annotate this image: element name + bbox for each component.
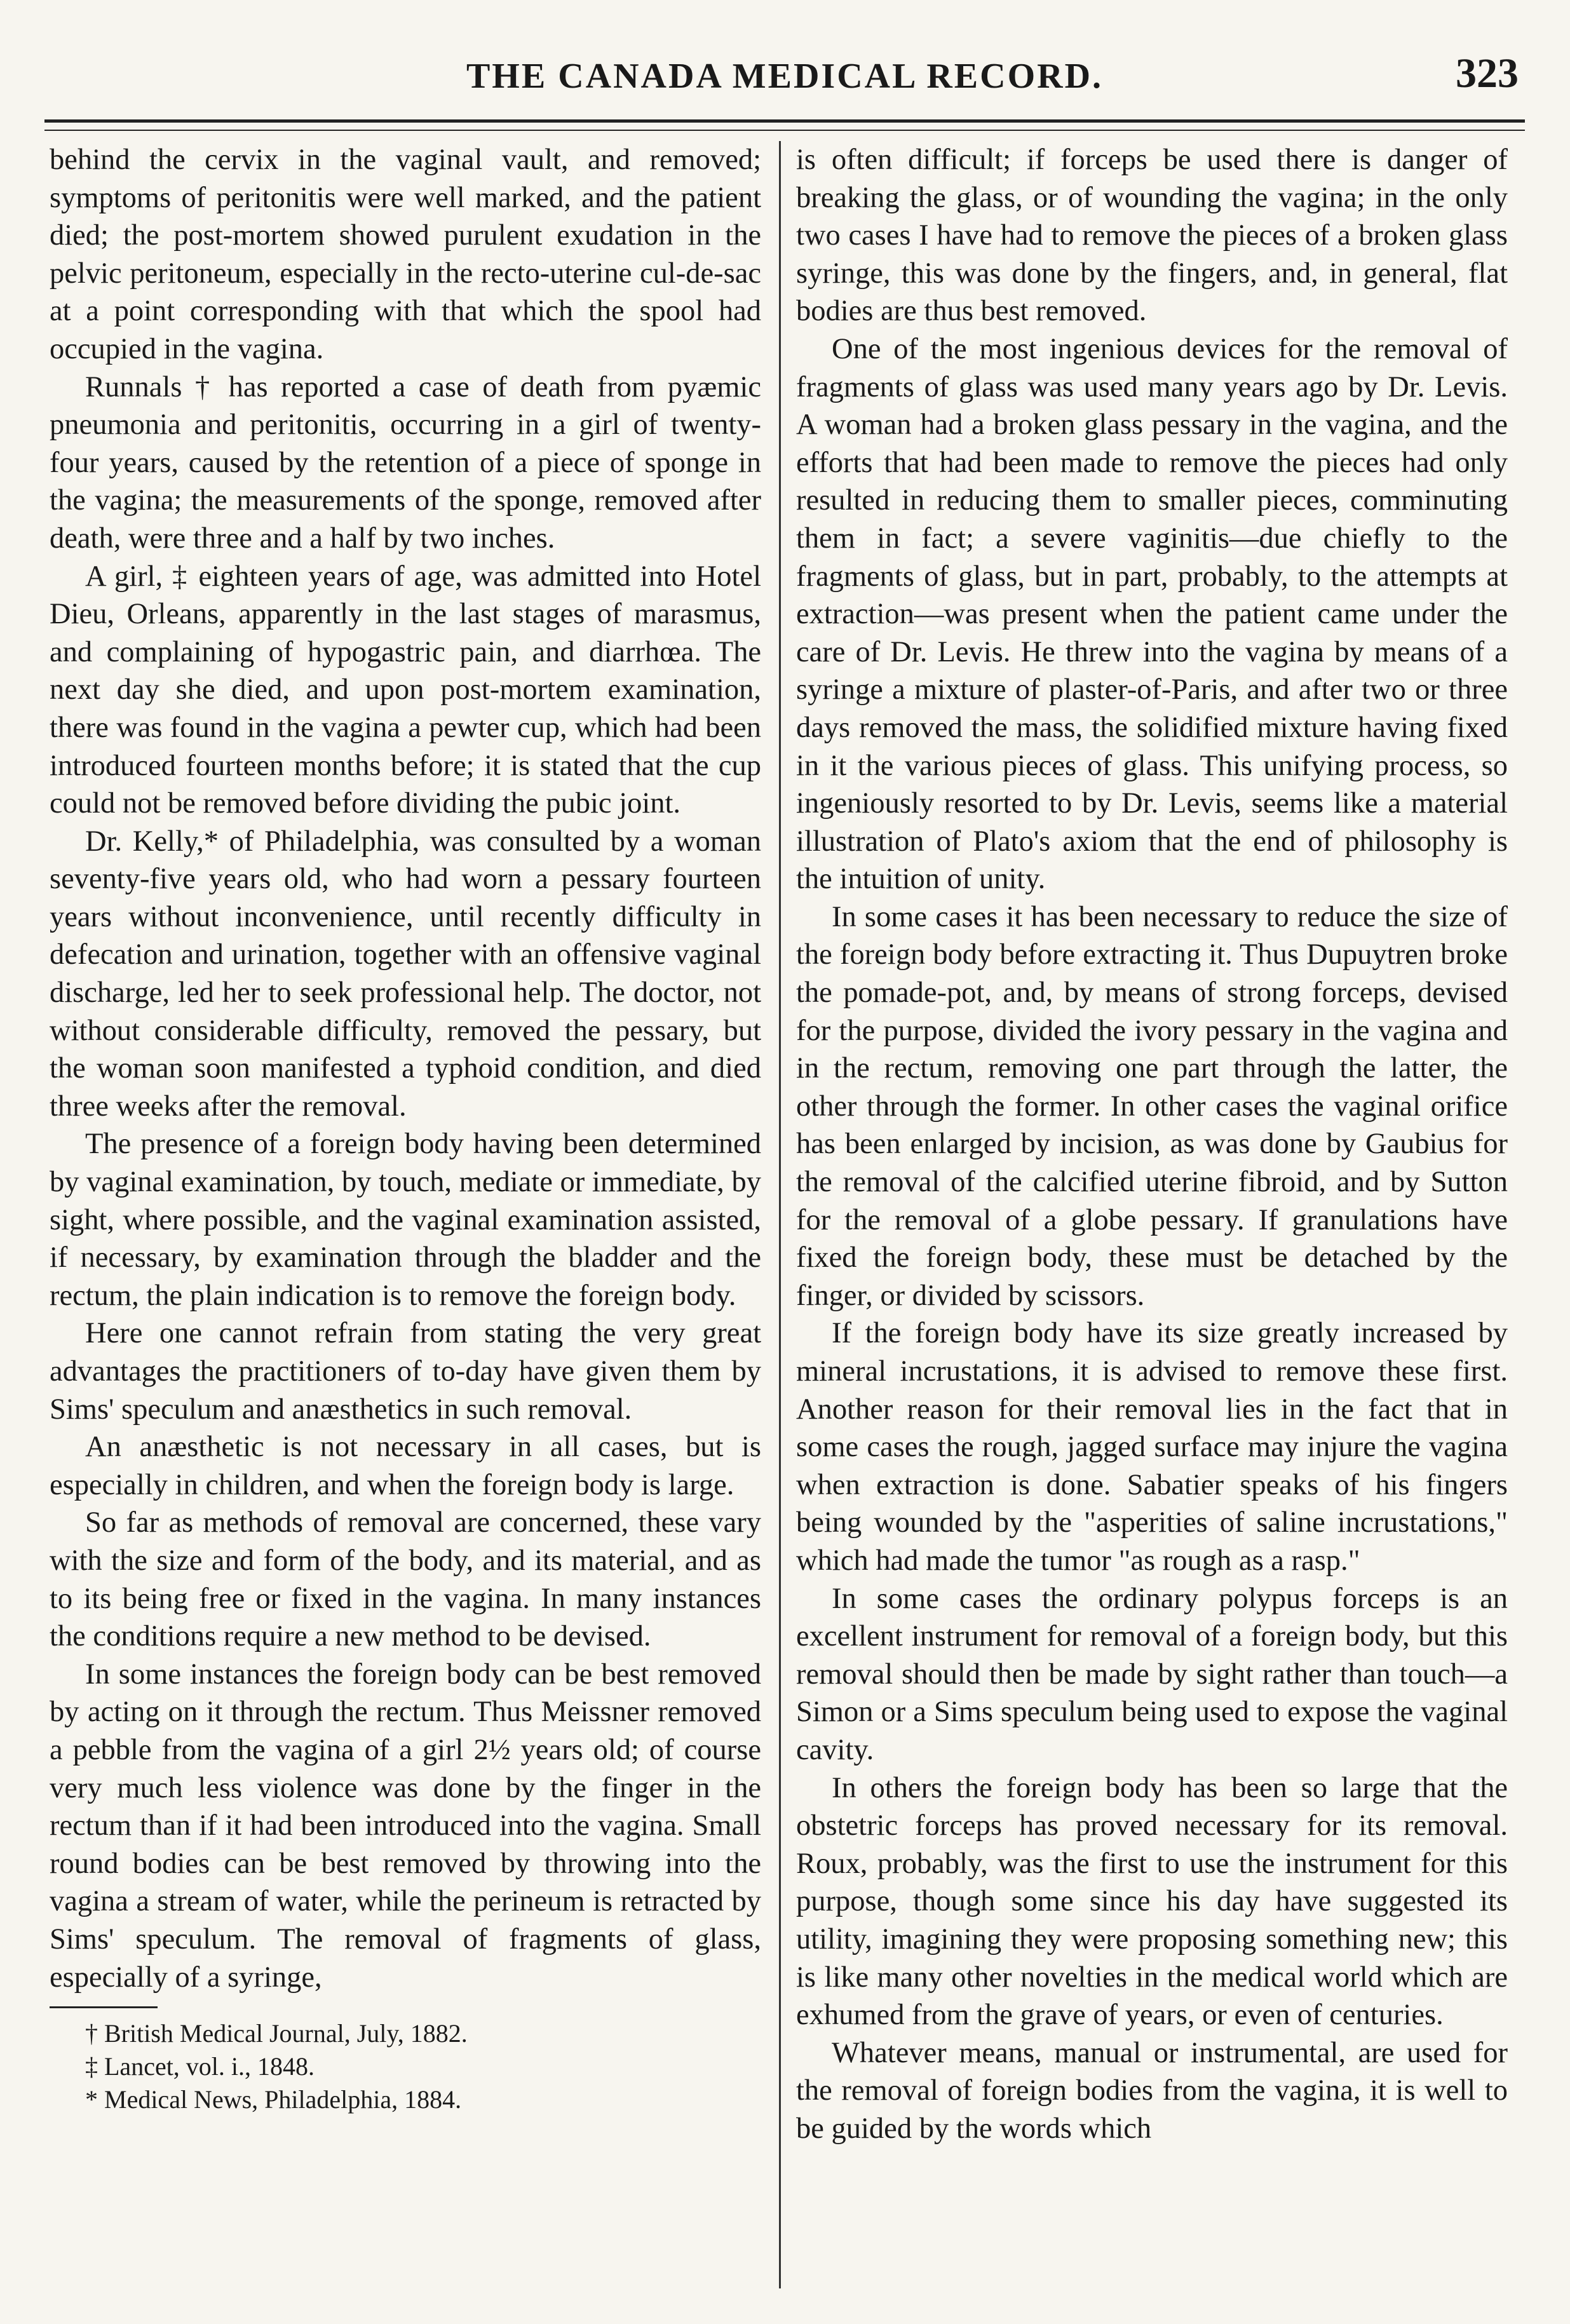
paragraph: is often difficult; if forceps be used there is danger of breaking the glass, or of wounding the vagina; in the only two cases I have had to remove the pieces of a broken glass syringe, this was done by the fingers, and, in general, flat bodies are thus best removed.	[796, 144, 1508, 328]
paragraph: Dr. Kelly,* of Philadelphia, was consulted by a woman seventy-five years old, who had worn a pessary fourteen years without inconvenience, until recently difficulty in defecation and urination, together with an offensive vaginal discharge, led her to seek professional help. The doctor, not without considerable difficulty, removed the pessary, but the woman soon manifested a typhoid condition, and died three weeks after the removal.	[50, 825, 761, 1123]
footnotes	[50, 2017, 761, 2116]
paragraph: Whatever means, manual or instrumental, are used for the removal of foreign bodies from the vagina, it is well to be guided by the words which	[796, 2036, 1508, 2145]
column-divider	[779, 141, 781, 2288]
header-rule-thin	[44, 130, 1525, 131]
page-header	[44, 38, 1525, 108]
paragraph: In others the foreign body has been so large that the obstetric forceps has proved necessary for its removal. Roux, probably, was the first to use the instrument for this purpose, though some since his day have suggested its utility, imagining they were proposing something new; this is like many other novelties in the medical world which are exhumed from the grave of years, or even of centuries.	[796, 1771, 1508, 2032]
header-rule	[44, 119, 1525, 123]
page-number: 323	[1456, 50, 1519, 97]
footnote: * Medical News, Philadelphia, 1884.	[85, 2085, 462, 2114]
paragraph: A girl, ‡ eighteen years of age, was admitted into Hotel Dieu, Orleans, apparently in the last stages of marasmus, and complaining of hypogastric pain, and diarrhœa. The next day she died, and upon post-mortem examination, there was found in the vagina a pewter cup, which had been introduced fourteen months before; it is stated that the cup could not be removed before dividing the pubic joint.	[50, 560, 761, 820]
paragraph: In some cases it has been necessary to reduce the size of the foreign body before extracting it. Thus Dupuytren broke the pomade-pot, and, by means of strong forceps, devised for the purpose, divided the ivory pessary in the vagina and in the rectum, removing one part through the latter, the other through the former. In other cases the vaginal orifice has been enlarged by incision, as was done by Gaubius for the removal of the calcified uterine fibroid, and by Sutton for the removal of a globe pessary. If granulations have fixed the foreign body, these must be detached by the finger, or divided by scissors.	[796, 900, 1508, 1312]
paragraph: In some cases the ordinary polypus forceps is an excellent instrument for removal of a foreign body, but this removal should then be made by sight rather than touch—a Simon or a Sims speculum being used to expose the vaginal cavity.	[796, 1582, 1508, 1766]
paragraph: An anæsthetic is not necessary in all cases, but is especially in children, and when the foreign body is large.	[50, 1431, 761, 1501]
paragraph: Runnals † has reported a case of death from pyæmic pneumonia and peritonitis, occurring in a girl of twenty-four years, caused by the retention of a piece of sponge in the vagina; the measurements of the sponge, removed after death, were three and a half by two inches.	[50, 370, 761, 555]
footnote: † British Medical Journal, July, 1882.	[85, 2019, 468, 2048]
paragraph: The presence of a foreign body having been determined by vaginal examination, by touch, mediate or immediate, by sight, where possible, and the vaginal examination assisted, if necessary, by examination through the bladder and the rectum, the plain indication is to remove the foreign body.	[50, 1128, 761, 1312]
left-column	[50, 141, 761, 2307]
paragraph: If the foreign body have its size greatly increased by mineral incrustations, it is advised to remove these first. Another reason for their removal lies in the fact that in some cases the rough, jagged surface may injure the vagina when extraction is done. Sabatier speaks of his fingers being wounded by the "asperities of saline incrustations," which had made the tumor "as rough as a rasp."	[796, 1317, 1508, 1577]
paragraph: In some instances the foreign body can be best removed by acting on it through the rectum. Thus Meissner removed a pebble from the vagina of a girl 2½ years old; of course very much less violence was done by the finger in the rectum than if it had been introduced into the vagina. Small round bodies can be best removed by throwing into the vagina a stream of water, while the perineum is retracted by Sims' speculum. The removal of fragments of glass, especially of a syringe,	[50, 1658, 761, 1994]
paragraph: One of the most ingenious devices for the removal of fragments of glass was used many years ago by Dr. Levis. A woman had a broken glass pessary in the vagina, and the efforts that had been made to remove the pieces had only resulted in reducing them to smaller pieces, comminuting them in fact; a severe vaginitis—due chiefly to the fragments of glass, but in part, probably, to the attempts at extraction—was present when the patient came under the care of Dr. Levis. He threw into the vagina by means of a syringe a mixture of plaster-of-Paris, and after two or three days removed the mass, the solidified mixture having fixed in it the various pieces of glass. This unifying process, so ingeniously resorted to by Dr. Levis, seems like a material illustration of Plato's axiom that the end of philosophy is the intuition of unity.	[796, 332, 1508, 896]
paragraph: behind the cervix in the vaginal vault, and removed; symptoms of peritonitis were well marked, and the patient died; the post-mortem showed purulent exudation in the pelvic peritoneum, especially in the recto-uterine cul-de-sac at a point corresponding with that which the spool had occupied in the vagina.	[50, 144, 761, 365]
paragraph: So far as methods of removal are concerned, these vary with the size and form of the body, and its material, and as to its being free or fixed in the vagina. In many instances the conditions require a new method to be devised.	[50, 1506, 761, 1653]
running-title: THE CANADA MEDICAL RECORD.	[466, 57, 1104, 96]
right-column	[796, 141, 1508, 2307]
paragraph: Here one cannot refrain from stating the very great advantages the practitioners of to-day have given them by Sims' speculum and anæsthetics in such removal.	[50, 1317, 761, 1426]
footnote-rule	[50, 2006, 158, 2008]
footnote: ‡ Lancet, vol. i., 1848.	[85, 2052, 315, 2081]
